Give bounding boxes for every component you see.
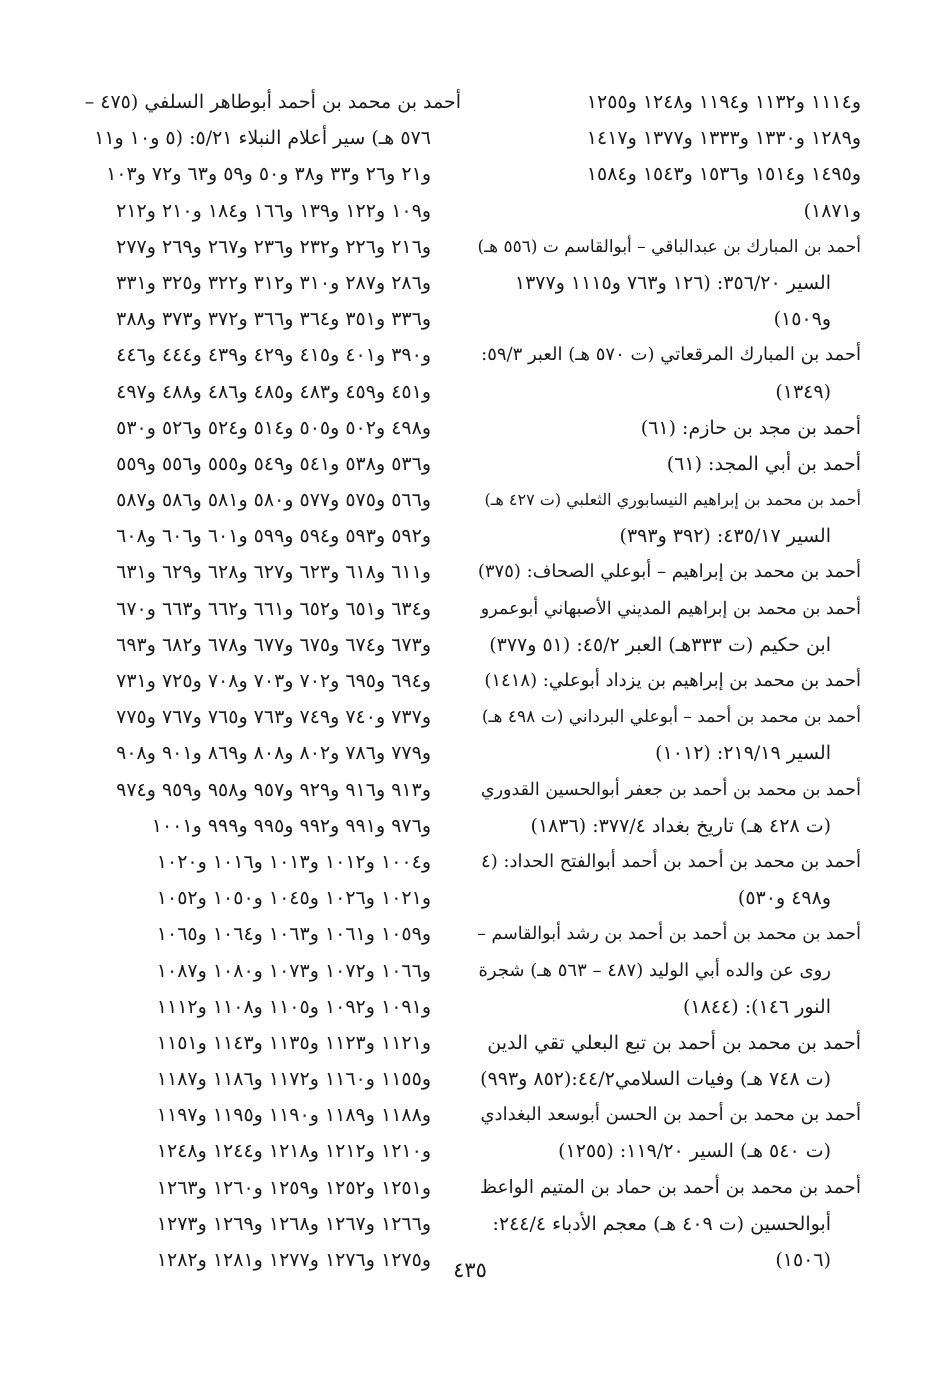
- index-entry-continuation: (١٣٤٩): [775, 380, 831, 403]
- index-entry-line: أحمد بن محمد بن إبراهيم النيسابوري الثعلبي (ت ٤٢٧ هـ): [484, 490, 861, 510]
- index-entry-line: أحمد بن محمد بن أحمد – أبوعلي البرداني (ت ٤٩٨ هـ): [481, 707, 861, 728]
- index-entry-continuation: و١٠٦٦ و١٠٧٢ و١٠٧٣ و١٠٨٠ و١٠٨٧: [156, 959, 431, 982]
- index-entry-continuation: (١٥٠٦): [775, 1249, 831, 1271]
- index-entry-line: أحمد بن مجد بن حازم: (٦١): [640, 416, 861, 439]
- index-entry-continuation: و١٠٠٤ و١٠١٢ و١٠١٣ و١٠١٦ و١٠٢٠: [156, 850, 431, 873]
- index-entry-continuation: السير ٤٣٥/١٧: (٣٩٢ و٣٩٣): [619, 525, 831, 548]
- index-column-right: [476, 84, 861, 1278]
- index-entry-continuation: و٩٧٦ و٩٩١ و٩٩٢ و٩٩٥ و٩٩٩ و١٠٠١: [151, 814, 431, 837]
- index-entry-continuation: ٥٧٦ هـ) سير أعلام النبلاء ٥/٢١: (٥ و١٠ و١١: [94, 127, 431, 150]
- index-entry-continuation: و٤٩٨ و٥٠٢ و٥٠٥ و٥١٤ و٥٢٤ و٥٢٦ و٥٣٠: [116, 416, 431, 439]
- index-entry-continuation: و٥٣٦ و٥٣٨ و٥٤١ و٥٤٩ و٥٥٥ و٥٥٦ و٥٥٩: [116, 452, 431, 475]
- index-entry-continuation: و٣٩٠ و٤٠١ و٤١٥ و٤٢٩ و٤٣٩ و٤٤٤ و٤٤٦: [116, 344, 431, 367]
- page-number: ٤٣٥: [453, 1258, 487, 1282]
- index-entry-continuation: و٢١٦ و٢٢٦ و٢٣٢ و٢٣٦ و٢٦٧ و٢٦٩ و٢٧٧: [116, 235, 431, 258]
- index-entry-continuation: السير ٢١٩/١٩: (١٠١٢): [655, 742, 831, 765]
- index-entry-line: أحمد بن محمد بن أحمد بن أحمد بن رشد أبوالقاسم –: [477, 924, 861, 945]
- index-entry-continuation: و١٠٩ و١٢٢ و١٣٩ و١٦٦ و١٨٤ و٢١٠ و٢١٢: [116, 199, 431, 222]
- index-entry-continuation: و١١٢١ و١١٢٣ و١١٣٥ و١١٤٣ و١١٥١: [156, 1031, 431, 1054]
- index-entry-line: أحمد بن محمد بن أحمد بن أحمد أبوالفتح الحداد: (٤: [481, 850, 861, 872]
- index-entry-continuation: (ت ٤٢٨ هـ) تاريخ بغداد ٣٧٧/٤: (١٨٣٦): [530, 814, 831, 837]
- index-entry-line: أحمد بن محمد بن أحمد بن الحسن أبوسعد البغدادي: [480, 1104, 861, 1126]
- index-entry-line: و١١١٤ و١١٣٢ و١١٩٤ و١٢٤٨ و١٢٥٥: [586, 91, 861, 113]
- index-entry-line: أحمد بن محمد بن أحمد بن جعفر أبوالحسين القدوري: [480, 779, 861, 800]
- index-entry-line: أحمد بن محمد بن إبراهيم بن يزداد أبوعلي: (١٤١٨): [484, 670, 861, 691]
- index-entry-continuation: (ت ٥٤٠ هـ) السير ١١٩/٢٠: (١٢٥٥): [558, 1140, 831, 1163]
- index-entry-continuation: و٧٣٧ و٧٤٠ و٧٤٩ و٧٦٣ و٧٦٥ و٧٦٧ و٧٧٥: [116, 706, 431, 729]
- index-entry-line: و١٢٨٩ و١٣٣٠ و١٣٣٣ و١٣٧٧ و١٤١٧: [586, 127, 861, 150]
- index-entry-continuation: النور ١٤٦): (١٨٤٤): [683, 995, 831, 1018]
- index-entry-continuation: ابن حكيم (ت ٣٣٣هـ) العبر ٤٥/٢: (٥١ و٣٧٧): [489, 633, 831, 656]
- index-entry-continuation: و٧٧٩ و٧٨٦ و٨٠٢ و٨٠٨ و٨٦٩ و٩٠١ و٩٠٨: [116, 742, 431, 765]
- index-entry-continuation: و٥٦٦ و٥٧٥ و٥٧٧ و٥٨٠ و٥٨١ و٥٨٦ و٥٨٧: [116, 489, 431, 512]
- index-entry-continuation: و٢١ و٢٦ و٣٣ و٣٨ و٥٠ و٥٩ و٦٣ و٧٢ و١٠٣: [106, 163, 431, 186]
- index-entry-continuation: السير ٣٥٦/٢٠: (١٢٦ و٧٦٣ و١١١٥ و١٣٧٧: [514, 271, 831, 294]
- index-entry-continuation: و٦٩٤ و٦٩٥ و٧٠٢ و٧٠٣ و٧٠٨ و٧٢٥ و٧٣١: [116, 670, 431, 692]
- index-entry-line: أحمد بن محمد بن إبراهيم – أبوعلي الصحاف: (٣٧٥): [477, 561, 861, 583]
- index-entry-line: أحمد بن محمد بن أحمد بن حماد بن المتيم الواعظ: [479, 1176, 861, 1198]
- index-entry-continuation: و١٢٧٥ و١٢٧٦ و١٢٧٧ و١٢٨١ و١٢٨٢: [156, 1249, 431, 1271]
- index-entry-continuation: و١٢١٠ و١٢١٢ و١٢١٨ و١٢٤٤ و١٢٤٨: [156, 1140, 431, 1163]
- index-entry-continuation: (ت ٧٤٨ هـ) وفيات السلامي٤٤/٢:(٨٥٢ و٩٩٣): [480, 1068, 831, 1091]
- index-entry-continuation: و١١٥٥ و١١٦٠ و١١٧٢ و١١٨٦ و١١٨٧: [156, 1068, 431, 1091]
- index-entry-continuation: و١٢٥١ و١٢٥٢ و١٢٥٩ و١٢٦٠ و١٢٦٣: [156, 1176, 431, 1199]
- index-entry-line: و١٨٧١): [803, 199, 861, 222]
- index-entry-line: أحمد بن أبي المجد: (٦١): [666, 452, 861, 475]
- index-entry-line: أحمد بن المبارك المرقعاتي (ت ٥٧٠ هـ) العبر ٥٩/٣:: [481, 344, 861, 366]
- index-entry-line: أحمد بن المبارك بن عبدالباقي – أبوالقاسم ت (٥٥٦ هـ): [477, 236, 861, 257]
- index-entry-continuation: و٩١٣ و٩١٦ و٩٢٩ و٩٥٧ و٩٥٨ و٩٥٩ و٩٧٤: [116, 778, 431, 801]
- index-entry-line: أحمد بن محمد بن أحمد أبوطاهر السلفي (٤٧٥ –: [84, 91, 461, 113]
- index-entry-continuation: و٤٩٨ و٥٣٠): [737, 887, 831, 910]
- index-entry-continuation: و١٠٢١ و١٠٢٦ و١٠٤٥ و١٠٥٠ و١٠٥٢: [156, 887, 431, 910]
- index-entry-continuation: و٢٨٦ و٢٨٧ و٣١٠ و٣١٢ و٣٢٢ و٣٢٥ و٣٣١: [116, 271, 431, 294]
- index-entry-line: أحمد بن محمد بن أحمد بن تبع البعلي تقي الدين: [487, 1031, 861, 1054]
- index-entry-continuation: و٦١١ و٦١٨ و٦٢٣ و٦٢٧ و٦٢٨ و٦٢٩ و٦٣١: [116, 561, 431, 584]
- index-entry-continuation: روى عن والده أبي الوليد (٤٨٧ – ٥٦٣ هـ) شجرة: [478, 959, 831, 981]
- index-entry-continuation: و٦٧٣ و٦٧٤ و٦٧٥ و٦٧٧ و٦٧٨ و٦٨٢ و٦٩٣: [116, 633, 431, 656]
- index-entry-continuation: و١٠٩١ و١٠٩٢ و١١٠٥ و١١٠٨ و١١١٢: [156, 995, 431, 1018]
- index-entry-continuation: و١٢٦٦ و١٢٦٧ و١٢٦٨ و١٢٦٩ و١٢٧٣: [156, 1212, 431, 1235]
- index-entry-line: أحمد بن محمد بن إبراهيم المديني الأصبهاني أبوعمرو: [480, 598, 861, 619]
- index-entry-continuation: و١١٨٨ و١١٨٩ و١١٩٠ و١١٩٥ و١١٩٧: [156, 1104, 431, 1127]
- index-entry-line: و١٤٩٥ و١٥١٤ و١٥٣٦ و١٥٤٣ و١٥٨٤: [586, 163, 861, 186]
- index-column-left: [78, 84, 461, 1278]
- index-entry-continuation: و١٠٥٩ و١٠٦١ و١٠٦٣ و١٠٦٤ و١٠٦٥: [156, 923, 431, 946]
- index-entry-continuation: و١٥٠٩): [773, 308, 831, 331]
- index-entry-continuation: أبوالحسين (ت ٤٠٩ هـ) معجم الأدباء ٢٤٤/٤:: [492, 1212, 831, 1235]
- index-entry-continuation: و٦٣٤ و٦٥١ و٦٥٢ و٦٦١ و٦٦٢ و٦٦٣ و٦٧٠: [116, 597, 431, 620]
- index-entry-continuation: و٤٥١ و٤٥٩ و٤٨٣ و٤٨٥ و٤٨٦ و٤٨٨ و٤٩٧: [116, 380, 431, 403]
- index-entry-continuation: و٣٣٦ و٣٥١ و٣٦٤ و٣٦٦ و٣٧٢ و٣٧٣ و٣٨٨: [116, 308, 431, 331]
- index-entry-continuation: و٥٩٢ و٥٩٣ و٥٩٤ و٥٩٩ و٦٠١ و٦٠٦ و٦٠٨: [116, 525, 431, 548]
